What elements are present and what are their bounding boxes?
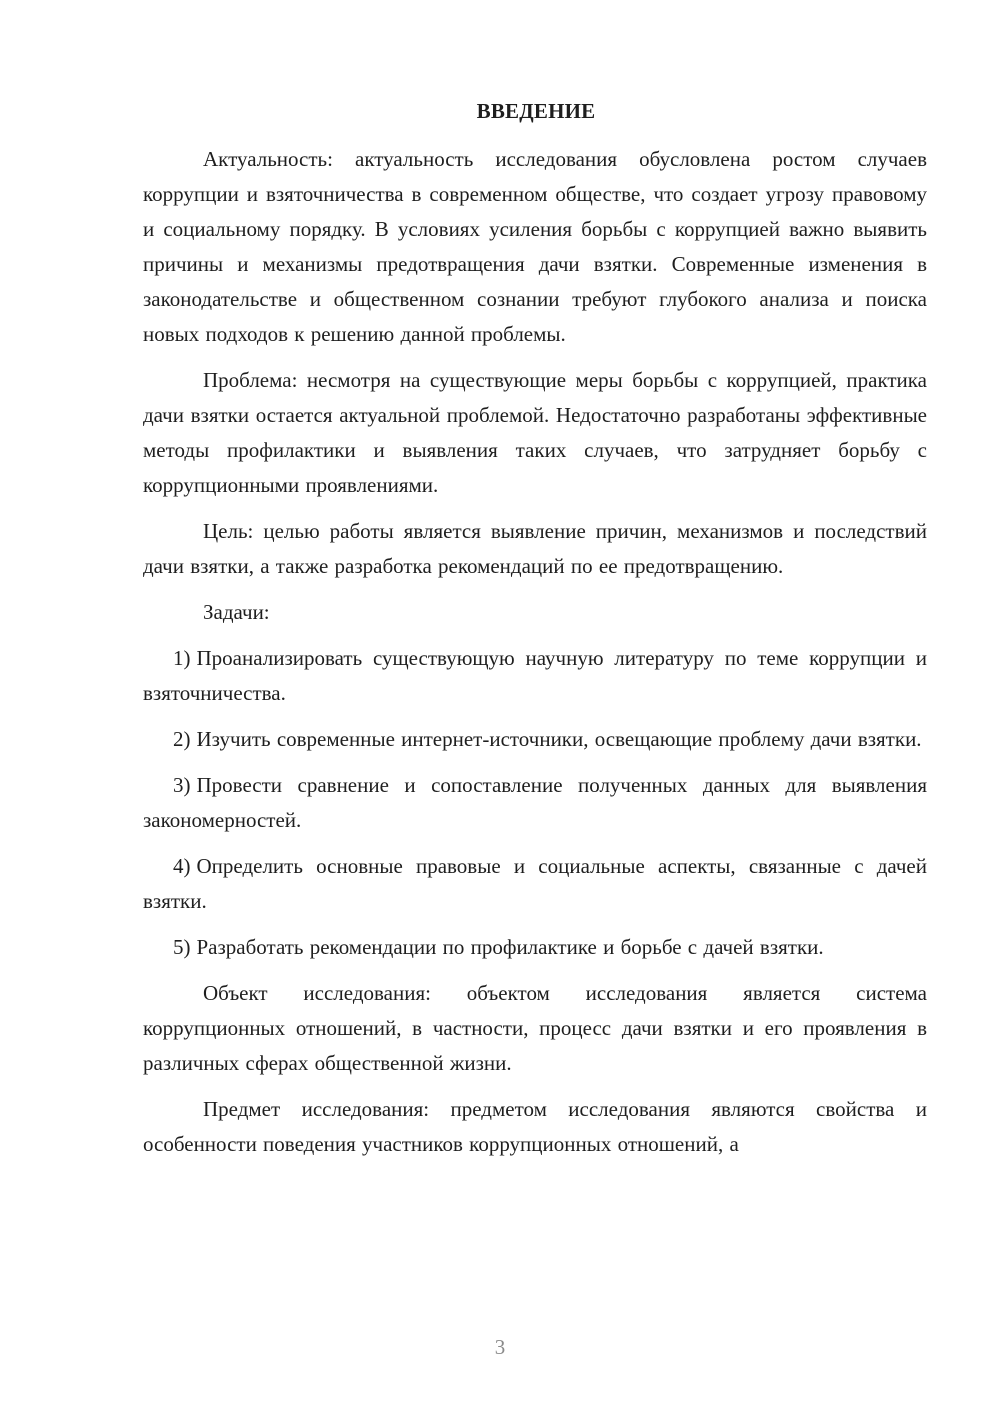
title-text: ВВЕДЕНИЕ	[476, 99, 596, 123]
task-item	[143, 641, 927, 711]
task-text: Проанализировать существующую научную литературу по теме коррупции и взяточничества.	[143, 646, 927, 705]
task-text: Определить основные правовые и социальные аспекты, связанные с дачей взятки.	[143, 854, 927, 913]
page-number: 3	[494, 1335, 506, 1359]
paragraph-relevance: Актуальность: актуальность исследования обусловлена ростом случаев коррупции и взяточничества в современном обществе, что создает угрозу правовому и социальному порядку. В условиях усиления борьбы с коррупцией важно выявить причины и механизмы предотвращения дачи взятки. Современные изменения в законодательстве и общественном сознании требуют глубокого анализа и поиска новых подходов к решению данной проблемы.	[143, 147, 927, 346]
document-body	[143, 142, 927, 1173]
task-number: 1)	[173, 646, 191, 670]
paragraph-problem: Проблема: несмотря на существующие меры борьбы с коррупцией, практика дачи взятки остается актуальной проблемой. Недостаточно разработаны эффективные методы профилактики и выявления таких случаев, что затрудняет борьбу с коррупционными проявлениями.	[143, 368, 927, 497]
task-item	[143, 849, 927, 919]
task-number: 2)	[173, 727, 191, 751]
task-number: 3)	[173, 773, 191, 797]
task-number: 5)	[173, 935, 191, 959]
paragraph-tasks-heading: Задачи:	[203, 600, 270, 624]
paragraph-subject: Предмет исследования: предметом исследования являются свойства и особенности поведения участников коррупционных отношений, а	[143, 1097, 927, 1156]
task-text: Изучить современные интернет-источники, освещающие проблему дачи взятки.	[196, 727, 922, 751]
paragraph-object: Объект исследования: объектом исследования является система коррупционных отношений, в частности, процесс дачи взятки и его проявления в различных сферах общественной жизни.	[143, 981, 927, 1075]
task-item	[143, 722, 927, 757]
page-title	[72, 94, 1000, 129]
task-text: Разработать рекомендации по профилактике и борьбе с дачей взятки.	[196, 935, 824, 959]
paragraph-goal: Цель: целью работы является выявление причин, механизмов и последствий дачи взятки, а также разработка рекомендаций по ее предотвращению.	[143, 519, 927, 578]
task-text: Провести сравнение и сопоставление полученных данных для выявления закономерностей.	[143, 773, 927, 832]
task-number: 4)	[173, 854, 191, 878]
task-item	[143, 768, 927, 838]
task-item	[143, 930, 927, 965]
